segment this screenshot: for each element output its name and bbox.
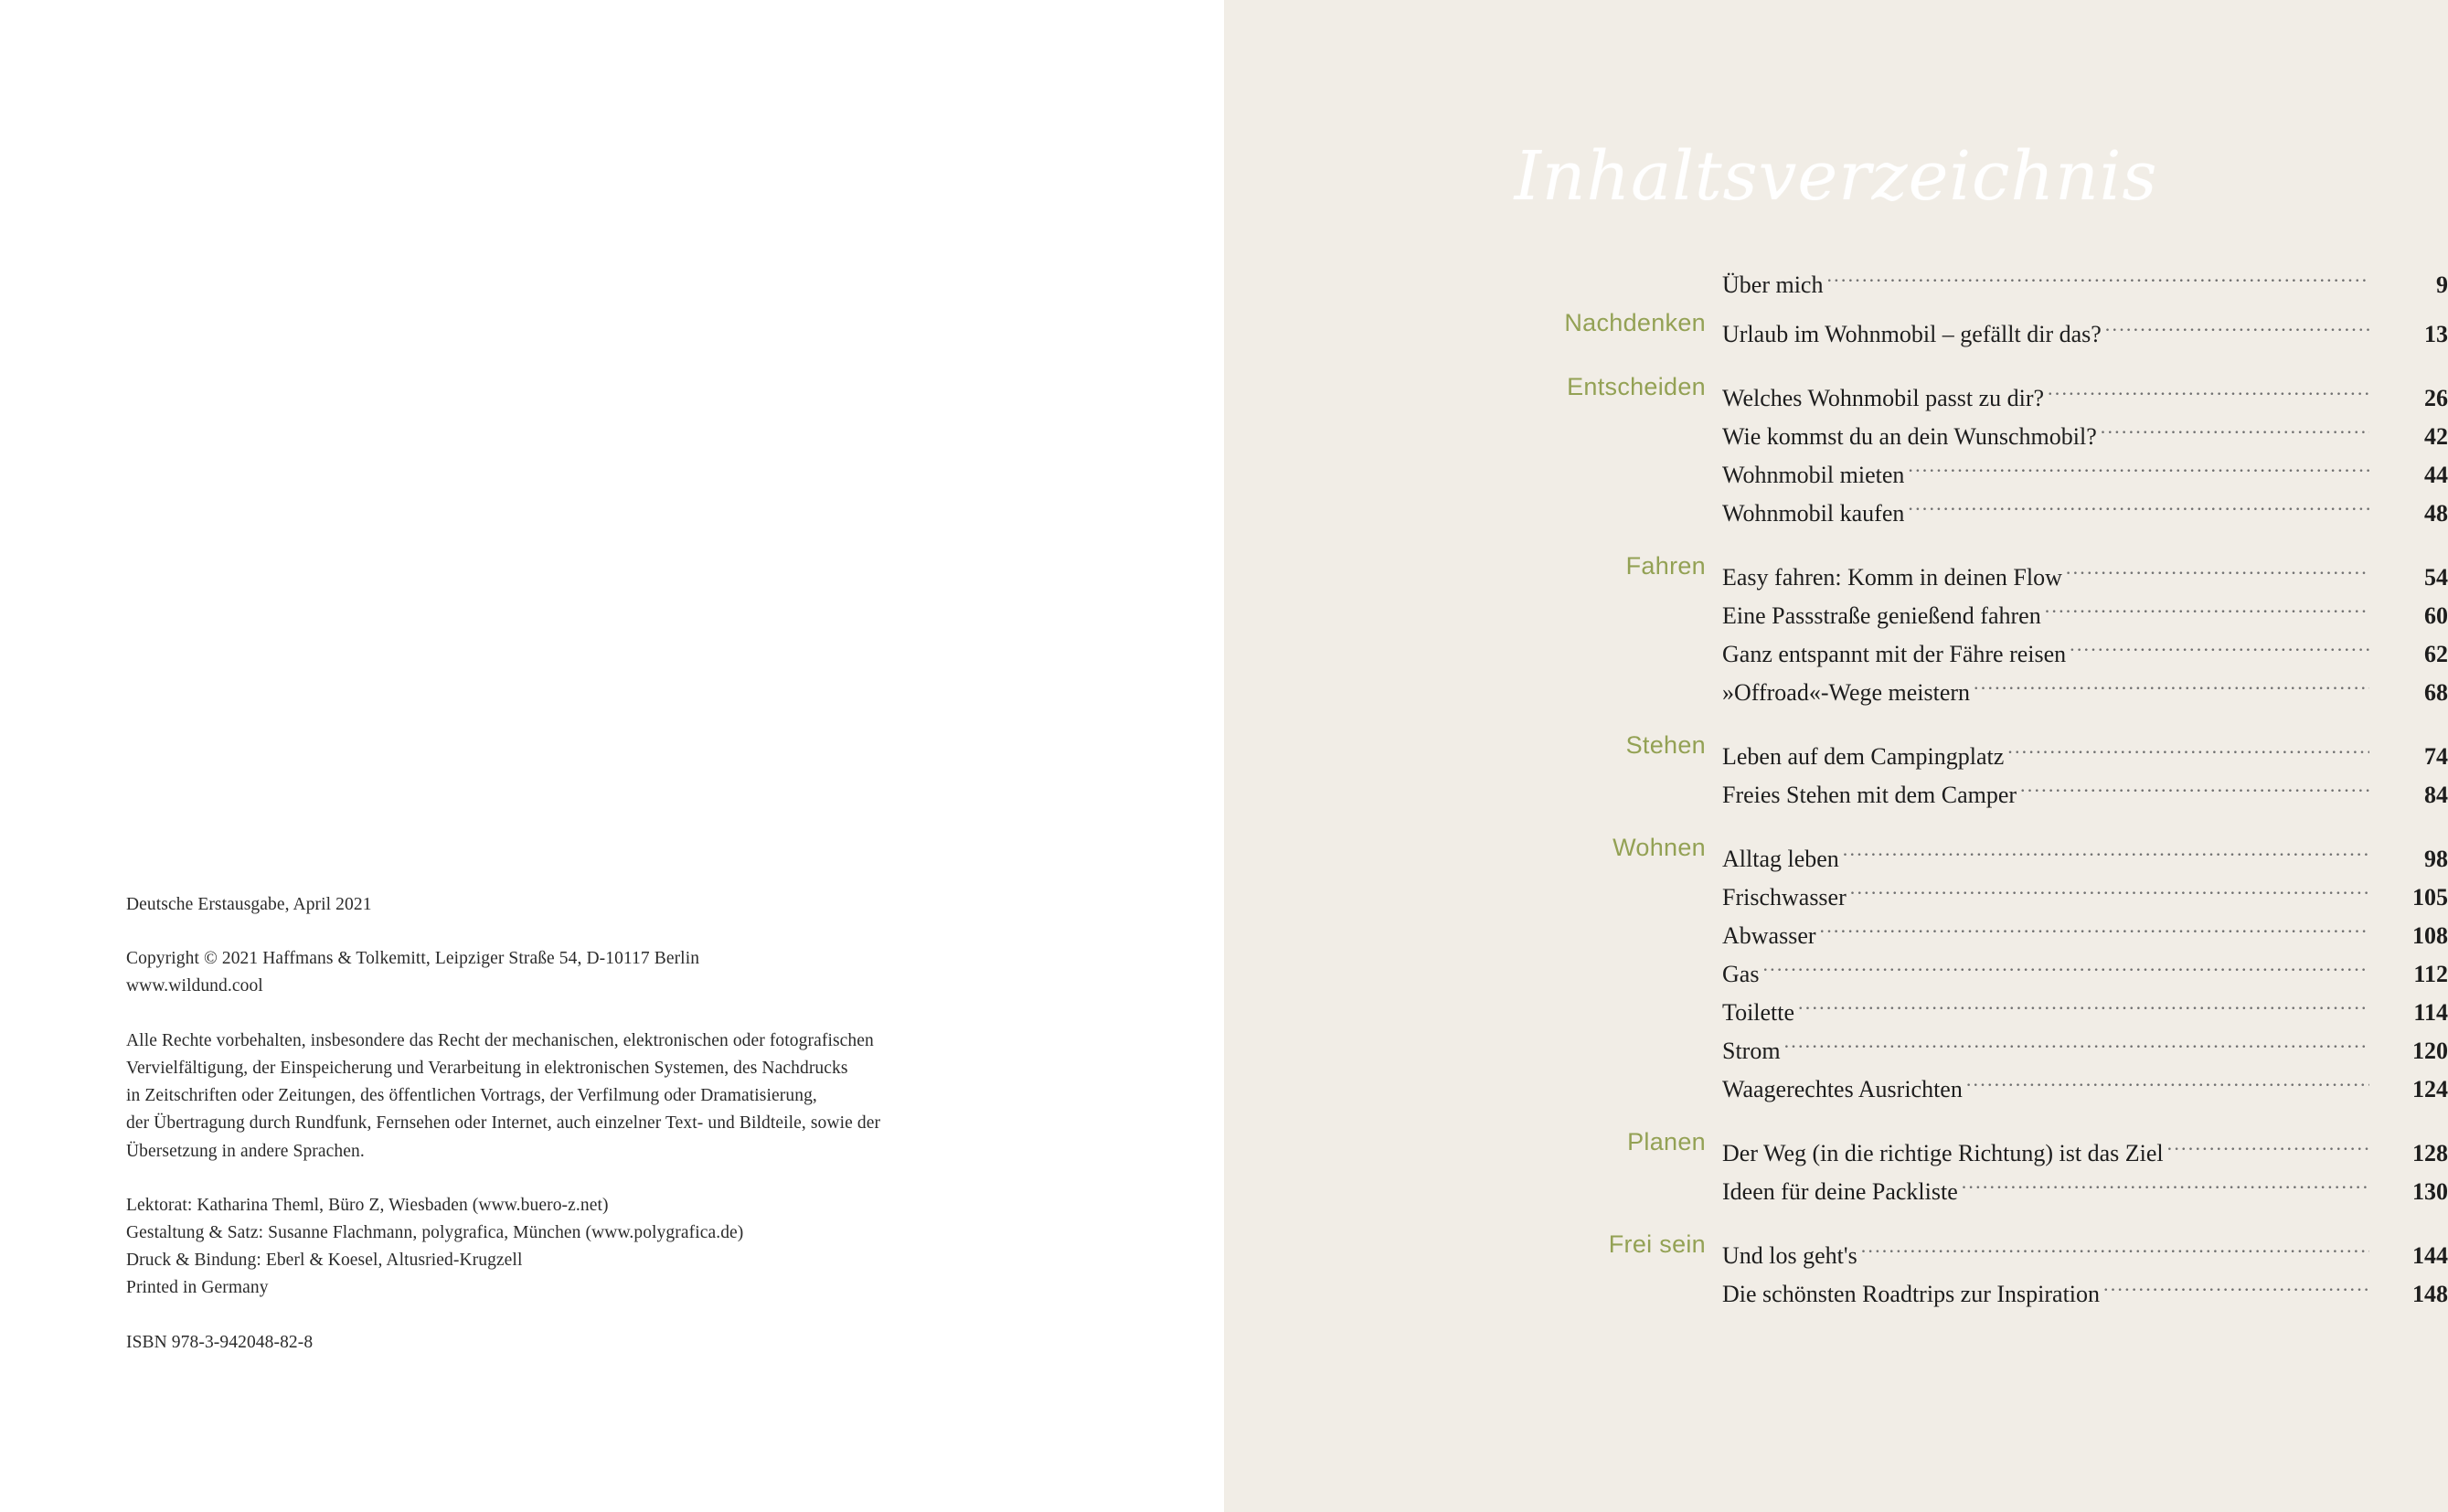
- toc-entry[interactable]: [1722, 828, 2448, 872]
- toc-entry-title: Wohnmobil kaufen: [1722, 500, 1905, 527]
- toc-group: [1224, 1225, 2448, 1307]
- table-of-contents-page: [1224, 0, 2448, 1512]
- toc-entry-page-number: 108: [2412, 922, 2448, 949]
- toc-group: [1224, 547, 2448, 706]
- toc-group-label: Fahren: [1625, 552, 1706, 580]
- imprint-website: www.wildund.cool: [126, 976, 263, 996]
- toc-leader-dots: [1798, 982, 2369, 1020]
- imprint-rights-line-5: Übersetzung in andere Sprachen.: [126, 1141, 365, 1161]
- imprint-isbn: ISBN 978-3-942048-82-8: [126, 1332, 314, 1352]
- toc-leader-dots: [2007, 726, 2369, 764]
- toc-entry-page-number: 13: [2424, 321, 2448, 347]
- toc-entry-title: Easy fahren: Komm in deinen Flow: [1722, 564, 2062, 591]
- imprint-copyright: [126, 945, 976, 1000]
- imprint-rights-line-3: in Zeitschriften oder Zeitungen, des öffentlichen Vortrags, der Verfilmung oder Dramatisierung,: [126, 1086, 817, 1106]
- toc-entry-title: Leben auf dem Campingplatz: [1722, 743, 2005, 770]
- toc-leader-dots: [1861, 1225, 2369, 1263]
- toc-entry[interactable]: [1722, 905, 2448, 949]
- toc-entry-page-number: 148: [2412, 1281, 2448, 1307]
- toc-entry-page-number: 74: [2424, 743, 2448, 770]
- toc-entry-title: Urlaub im Wohnmobil – gefällt dir das?: [1722, 321, 2102, 347]
- toc-entry[interactable]: [1722, 1123, 2448, 1166]
- toc-leader-dots: [1850, 867, 2369, 905]
- toc-entry-title: Wohnmobil mieten: [1722, 462, 1905, 488]
- toc-group-entries: [1722, 1123, 2448, 1205]
- toc-entry-page-number: 130: [2412, 1178, 2448, 1205]
- toc-group: [1224, 726, 2448, 808]
- toc-entry[interactable]: [1722, 1225, 2448, 1269]
- toc-leader-dots: [2045, 585, 2369, 623]
- toc-entry-title: Der Weg (in die richtige Richtung) ist das Ziel: [1722, 1140, 2164, 1166]
- toc-entry-title: Die schönsten Roadtrips zur Inspiration: [1722, 1281, 2101, 1307]
- toc-group-entries: [1722, 254, 2448, 298]
- toc-group: [1224, 303, 2448, 347]
- toc-leader-dots: [2101, 406, 2369, 444]
- toc-entry-page-number: 42: [2424, 423, 2448, 450]
- toc-entry-title: »Offroad«-Wege meistern: [1722, 679, 1971, 706]
- toc-entry-page-number: 114: [2413, 999, 2448, 1026]
- imprint-edition: Deutsche Erstausgabe, April 2021: [126, 895, 372, 914]
- toc-group-entries: [1722, 828, 2448, 1102]
- toc-leader-dots: [1826, 254, 2369, 293]
- toc-entry-title: Strom: [1722, 1038, 1781, 1064]
- toc-leader-dots: [1762, 943, 2369, 982]
- toc-entry-page-number: 128: [2412, 1140, 2448, 1166]
- imprint-credit-printing: Druck & Bindung: Eberl & Koesel, Altusried-Krugzell: [126, 1251, 523, 1271]
- toc-leader-dots: [1908, 444, 2369, 483]
- toc-leader-dots: [2105, 303, 2369, 342]
- toc-leader-dots: [1974, 662, 2369, 700]
- toc-entry-title: Wie kommst du an dein Wunschmobil?: [1722, 423, 2097, 450]
- toc-leader-dots: [2103, 1263, 2369, 1302]
- imprint-credit-design: Gestaltung & Satz: Susanne Flachmann, polygrafica, München (www.polygrafica.de): [126, 1222, 744, 1242]
- toc-entry-page-number: 105: [2412, 884, 2448, 910]
- toc-group-entries: [1722, 1225, 2448, 1307]
- toc-entry-title: Gas: [1722, 961, 1760, 987]
- toc-leader-dots: [2070, 623, 2369, 662]
- toc-entry-page-number: 112: [2413, 961, 2448, 987]
- toc-entry-title: Abwasser: [1722, 922, 1816, 949]
- toc-entry-title: Toilette: [1722, 999, 1795, 1026]
- toc-group-label: Planen: [1627, 1128, 1706, 1155]
- toc-group-entries: [1722, 726, 2448, 808]
- toc-entry[interactable]: [1722, 982, 2448, 1026]
- toc-leader-dots: [1820, 905, 2369, 943]
- imprint-rights-line-2: Vervielfältigung, der Einspeicherung und Verarbeitung in elektronischen Systemen, des Nachdrucks: [126, 1058, 848, 1078]
- imprint-credits: [126, 1192, 976, 1303]
- toc-group: [1224, 367, 2448, 527]
- toc-entry-page-number: 144: [2412, 1242, 2448, 1269]
- toc-entry-page-number: 48: [2424, 500, 2448, 527]
- toc-entry[interactable]: [1722, 254, 2448, 298]
- toc-leader-dots: [2020, 764, 2369, 803]
- toc-entry-title: Und los geht's: [1722, 1242, 1857, 1269]
- imprint-text-block: [126, 891, 976, 1383]
- toc-entry[interactable]: [1722, 303, 2448, 347]
- toc-entry-title: Freies Stehen mit dem Camper: [1722, 782, 2017, 808]
- toc-entry-title: Alltag leben: [1722, 846, 1839, 872]
- toc-group: [1224, 254, 2448, 298]
- toc-entry-page-number: 54: [2424, 564, 2448, 591]
- toc-group-entries: [1722, 547, 2448, 706]
- toc-leader-dots: [2167, 1123, 2369, 1161]
- toc-entry-title: Über mich: [1722, 272, 1824, 298]
- toc-group-spacer: [1224, 293, 2448, 303]
- toc-group-label: Stehen: [1625, 731, 1706, 759]
- imprint-rights-line-1: Alle Rechte vorbehalten, insbesondere das Recht der mechanischen, elektronischen oder fotografischen: [126, 1030, 874, 1050]
- toc-group-entries: [1722, 367, 2448, 527]
- toc-leader-dots: [2066, 547, 2369, 585]
- imprint-rights-line-4: der Übertragung durch Rundfunk, Fernsehen oder Internet, auch einzelner Text- und Bildteile, sowie der: [126, 1113, 881, 1134]
- toc-entry[interactable]: [1722, 547, 2448, 591]
- toc-group-label: Wohnen: [1612, 834, 1706, 861]
- toc-group-label: Frei sein: [1608, 1230, 1706, 1258]
- toc-group: [1224, 828, 2448, 1102]
- toc-leader-dots: [2048, 367, 2369, 406]
- toc-group-entries: [1722, 303, 2448, 347]
- page-title: Inhaltsverzeichnis: [1514, 137, 2158, 216]
- toc-entry[interactable]: [1722, 1020, 2448, 1064]
- imprint-copyright-line: Copyright © 2021 Haffmans & Tolkemitt, Leipziger Straße 54, D-10117 Berlin: [126, 949, 700, 969]
- toc-entry[interactable]: [1722, 367, 2448, 411]
- toc-entry-title: Eine Passstraße genießend fahren: [1722, 602, 2041, 629]
- toc-leader-dots: [1843, 828, 2369, 867]
- toc-entry-page-number: 62: [2424, 641, 2448, 667]
- toc-entry-page-number: 44: [2424, 462, 2448, 488]
- toc-entry-page-number: 9: [2436, 272, 2448, 298]
- imprint-credit-country: Printed in Germany: [126, 1278, 269, 1298]
- toc-leader-dots: [1784, 1020, 2369, 1059]
- toc-leader-dots: [1962, 1161, 2369, 1199]
- toc-entry-title: Ganz entspannt mit der Fähre reisen: [1722, 641, 2067, 667]
- toc-leader-dots: [1966, 1059, 2369, 1097]
- toc-entry[interactable]: [1722, 943, 2448, 987]
- toc-entry-title: Waagerechtes Ausrichten: [1722, 1076, 1963, 1102]
- toc-group: [1224, 1123, 2448, 1205]
- toc-entry-page-number: 68: [2424, 679, 2448, 706]
- toc-group-label: Entscheiden: [1567, 373, 1706, 400]
- toc-entry-page-number: 26: [2424, 385, 2448, 411]
- toc-entry[interactable]: [1722, 726, 2448, 770]
- toc-entry[interactable]: [1722, 1059, 2448, 1102]
- toc-entry-page-number: 98: [2424, 846, 2448, 872]
- toc-entry-title: Ideen für deine Packliste: [1722, 1178, 1958, 1205]
- toc-list: [1224, 254, 2448, 1307]
- toc-group-label: Nachdenken: [1564, 309, 1706, 336]
- toc-entry-page-number: 84: [2424, 782, 2448, 808]
- toc-leader-dots: [1908, 483, 2369, 521]
- imprint-credit-editing: Lektorat: Katharina Theml, Büro Z, Wiesbaden (www.buero-z.net): [126, 1195, 609, 1215]
- toc-entry-title: Welches Wohnmobil passt zu dir?: [1722, 385, 2045, 411]
- imprint-rights: [126, 1028, 976, 1166]
- toc-entry-page-number: 120: [2412, 1038, 2448, 1064]
- toc-entry-title: Frischwasser: [1722, 884, 1847, 910]
- toc-entry-page-number: 60: [2424, 602, 2448, 629]
- toc-entry-page-number: 124: [2412, 1076, 2448, 1102]
